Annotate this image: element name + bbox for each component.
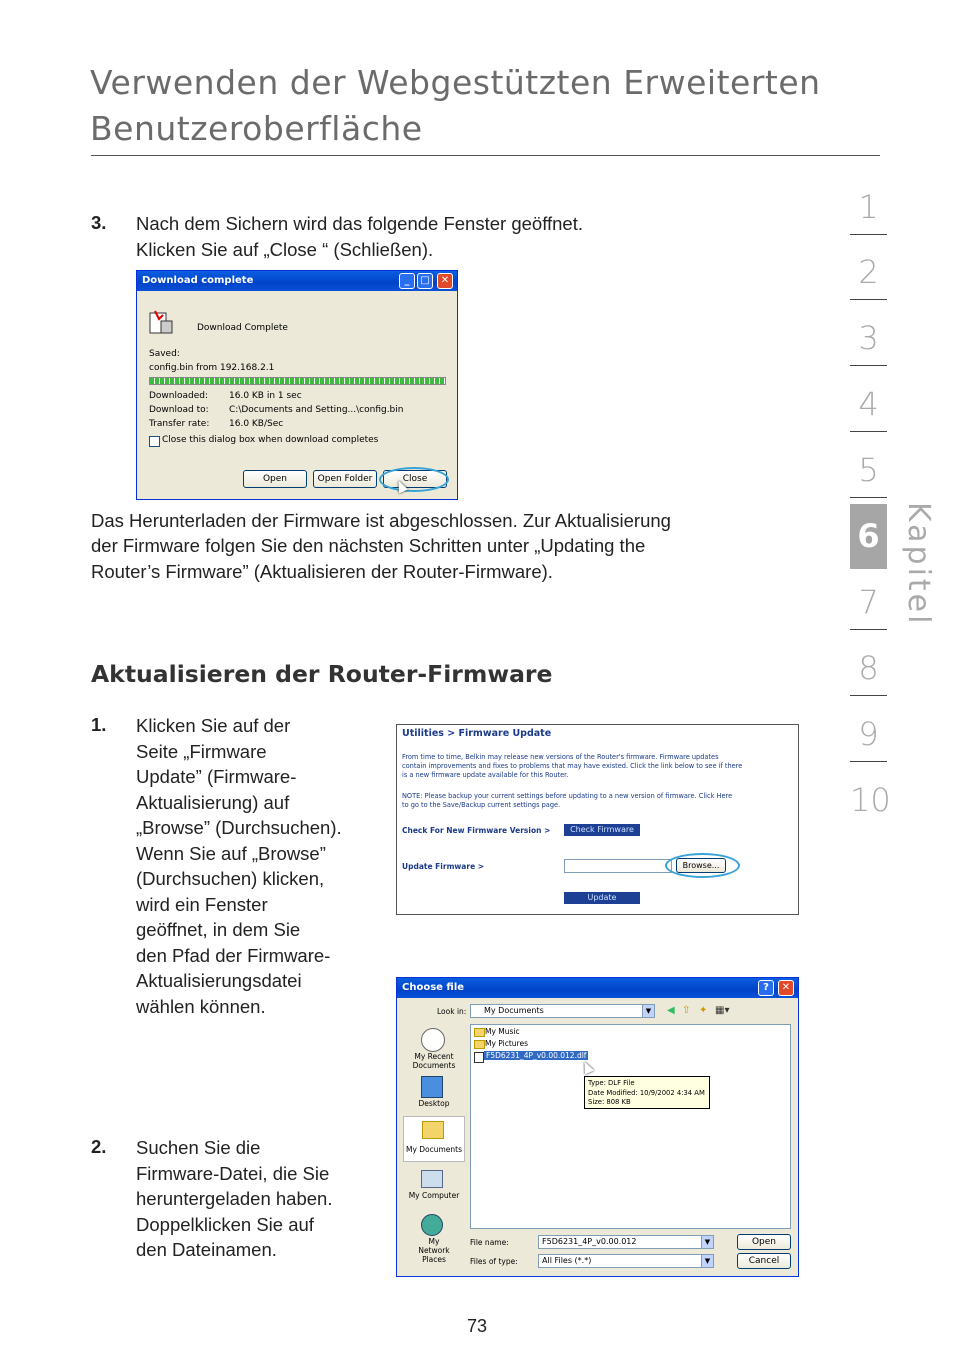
file-item-selected[interactable]: F5D6231_4P_v0.00.012.dlf [486,1051,587,1060]
paragraph-line: der Firmware folgen Sie den nächsten Schritten unter „Updating the [91,535,646,556]
file-name-input[interactable] [538,1235,714,1249]
open-button[interactable]: Open [243,470,307,488]
file-list [470,1024,791,1229]
chapter-divider [850,365,887,366]
download-to-label: Download to: [149,405,209,415]
text-line: „Browse” (Durchsuchen). [136,817,342,838]
folder-icon [474,1028,485,1037]
file-type-value: All Files (*.*) [542,1256,592,1265]
file-icon [474,1052,484,1063]
place-my-documents[interactable]: My Documents [405,1145,463,1154]
panel-breadcrumb: Utilities > Firmware Update [402,728,552,739]
chapter-8[interactable]: 8 [858,649,879,687]
chapter-1[interactable]: 1 [858,188,879,226]
text-line: heruntergeladen haben. [136,1188,333,1209]
downloaded-label: Downloaded: [149,391,209,401]
file-item[interactable]: My Music [485,1027,520,1036]
chapter-2[interactable]: 2 [858,253,879,291]
text-line: Firmware-Datei, die Sie [136,1162,330,1184]
firmware-path-input[interactable] [564,859,672,873]
paragraph-line: Router’s Firmware” (Aktualisieren der Router-Firmware). [91,561,553,582]
maximize-icon[interactable]: □ [417,273,433,289]
check-firmware-button[interactable]: Check Firmware [564,824,640,836]
panel-description [402,753,797,780]
rate-label: Transfer rate: [149,419,210,429]
close-on-complete-checkbox[interactable] [149,436,160,447]
text-line: (Durchsuchen) klicken, [136,868,325,889]
text-line: Update” (Firmware- [136,766,297,787]
look-in-select[interactable] [470,1004,655,1018]
folder-icon [474,1040,485,1049]
progress-bar [149,377,446,385]
chapter-divider [850,431,887,432]
views-menu-icon[interactable]: ▦▾ [715,1005,730,1016]
text-line: is a new firmware update available for this Router. [402,771,569,779]
chapter-7[interactable]: 7 [858,583,879,621]
file-name-value: F5D6231_4P_v0.00.012 [542,1237,637,1246]
download-to-value: C:\Documents and Setting...\config.bin [229,405,404,415]
choose-file-dialog [396,977,799,1277]
progress-fill [150,378,445,384]
update-button[interactable]: Update [564,892,640,904]
text-line: Aktualisierungsdatei [136,970,302,991]
chapter-divider [850,497,887,498]
chapter-4[interactable]: 4 [858,385,879,423]
panel-note [402,792,797,810]
text-line: geöffnet, in dem Sie [136,919,301,940]
chapter-label: Kapitel [901,502,936,627]
dialog-titlebar [137,271,457,291]
text-line: Suchen Sie die [136,1137,261,1158]
text-line: wählen können. [136,995,266,1017]
rate-value: 16.0 KB/Sec [229,419,284,429]
back-icon[interactable]: ◀ [667,1005,675,1016]
close-button[interactable]: Close [383,470,447,488]
look-in-label: Look in: [437,1007,467,1016]
text-line: den Dateinamen. [136,1239,277,1260]
place-my-computer[interactable]: My Computer [408,1191,460,1200]
firmware-update-panel [396,724,799,915]
chapter-divider [850,695,887,696]
download-complete-dialog [136,270,458,500]
new-folder-icon[interactable]: ✦ [699,1005,708,1016]
text-line: NOTE: Please backup your current settings before updating to a new version of firmware. Click Here [402,792,733,800]
chapter-divider [850,234,887,235]
my-documents-icon [422,1121,444,1139]
paragraph-line: Das Herunterladen der Firmware ist abgeschlossen. Zur Aktualisierung [91,510,671,531]
open-folder-button[interactable]: Open Folder [313,470,377,488]
dialog-titlebar [397,978,798,998]
chapter-divider [850,629,887,630]
step3-line1: Nach dem Sichern wird das folgende Fenster geöffnet. [136,213,583,234]
file-type-label: Files of type: [470,1257,518,1266]
desktop-icon [421,1076,443,1098]
chapter-5[interactable]: 5 [858,451,879,489]
text-line: den Pfad der Firmware- [136,944,331,966]
highlight-circle [379,467,449,492]
step2-text [136,1135,332,1263]
tooltip-line: Type: DLF File [588,1079,635,1087]
up-folder-icon[interactable]: ⇧ [682,1005,691,1016]
chapter-6-active[interactable]: 6 [850,504,887,569]
chapter-3[interactable]: 3 [858,319,879,357]
text-line: wird ein Fenster [136,893,268,915]
close-icon[interactable]: ✕ [437,273,453,289]
place-desktop[interactable]: Desktop [418,1099,450,1108]
chevron-down-icon[interactable]: ▼ [642,1005,654,1017]
page-title: Verwenden der Webgestützten Erweiterten Benutzeroberfläche [90,63,821,148]
tooltip-line: Size: 808 KB [588,1098,631,1106]
downloaded-value: 16.0 KB in 1 sec [229,391,302,401]
text-line: Seite „Firmware [136,740,267,762]
section-heading: Aktualisieren der Router-Firmware [91,660,553,688]
chapter-divider [850,299,887,300]
step3-line2: Klicken Sie auf „Close “ (Schließen). [136,239,434,260]
download-file-icon [147,309,173,335]
page-number: 73 [466,1316,488,1336]
place-network-places[interactable]: My Network Places [418,1237,450,1264]
minimize-icon[interactable]: _ [399,273,415,289]
file-name-label: File name: [470,1238,509,1247]
recent-documents-icon [421,1028,445,1052]
check-firmware-label: Check For New Firmware Version > [402,826,551,835]
place-recent-documents[interactable]: My Recent Documents [412,1052,456,1070]
text-line: to go to the Save/Backup current settings page. [402,801,561,809]
file-type-select[interactable] [538,1254,714,1268]
chapter-divider [850,761,887,762]
network-places-icon [421,1214,443,1236]
browse-button[interactable]: Browse... [676,858,726,873]
update-firmware-label: Update Firmware > [402,862,485,871]
look-in-value: My Documents [484,1006,544,1015]
header-divider [91,155,880,156]
step1-text [136,713,342,1019]
step-number: 3. [91,212,107,233]
saved-value: config.bin from 192.168.2.1 [149,363,275,373]
open-button[interactable]: Open [737,1234,791,1250]
chevron-down-icon[interactable]: ▼ [701,1236,713,1248]
text-line: Klicken Sie auf der [136,715,291,736]
chevron-down-icon[interactable]: ▼ [701,1255,713,1267]
text-line: Aktualisierung) auf [136,791,290,813]
text-line: Doppelklicken Sie auf [136,1213,314,1235]
step-number: 2. [91,1136,107,1157]
help-icon[interactable]: ? [758,980,774,996]
close-icon[interactable]: ✕ [778,980,794,996]
saved-label: Saved: [149,349,180,359]
text-line: Wenn Sie auf „Browse” [136,842,326,864]
dialog-title: Choose file [402,982,465,993]
places-bar [403,1024,465,1274]
my-computer-icon [421,1170,443,1188]
text-line: From time to time, Belkin may release new versions of the Router's firmware. Firmware updates [402,753,719,761]
file-tooltip [584,1076,710,1109]
highlight-circle [665,853,740,878]
download-heading: Download Complete [197,323,288,333]
chapter-9[interactable]: 9 [858,715,879,753]
step-number: 1. [91,714,107,735]
tooltip-line: Date Modified: 10/9/2002 4:34 AM [588,1088,705,1097]
text-line: contain improvements and fixes to problems that may have existed. Click the link below to see if there [402,762,743,770]
file-item[interactable]: My Pictures [485,1039,528,1048]
mouse-cursor-icon [580,1059,594,1074]
chapter-10[interactable]: 10 [850,781,891,819]
checkbox-label: Close this dialog box when download completes [162,435,379,445]
cancel-button[interactable]: Cancel [737,1253,791,1269]
dialog-title: Download complete [142,275,254,286]
